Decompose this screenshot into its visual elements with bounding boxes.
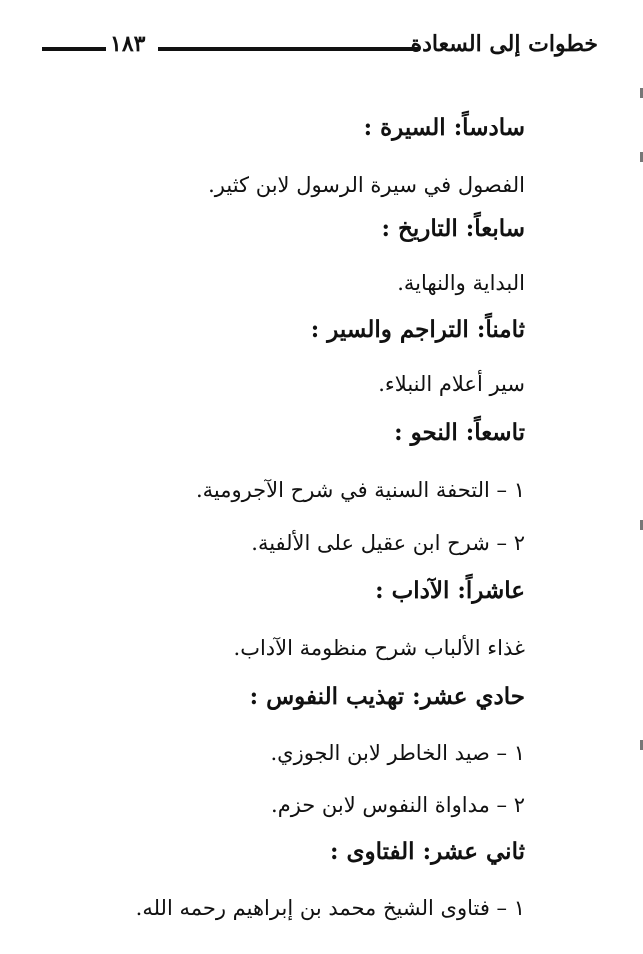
- section-item: الفصول في سيرة الرسول لابن كثير.: [208, 173, 525, 197]
- section-item: ٢ – شرح ابن عقيل على الألفية.: [251, 531, 525, 555]
- section-heading-manners: عاشراً: الآداب :: [375, 577, 525, 604]
- header-rule-left: [42, 47, 106, 51]
- section-heading-grammar: تاسعاً: النحو :: [394, 419, 525, 446]
- section-item: ١ – فتاوى الشيخ محمد بن إبراهيم رحمه الله.: [135, 896, 525, 920]
- section-heading-biographies: ثامناً: التراجم والسير :: [310, 316, 525, 343]
- section-heading-fatwas: ثاني عشر: الفتاوى :: [329, 838, 525, 865]
- running-header: [42, 30, 598, 64]
- section-item: البداية والنهاية.: [397, 271, 525, 295]
- book-title: خطوات إلى السعادة: [410, 31, 598, 57]
- section-item: سير أعلام النبلاء.: [378, 372, 525, 396]
- section-heading-biography: سادساً: السيرة :: [363, 114, 525, 141]
- section-item: ١ – التحفة السنية في شرح الآجرومية.: [195, 478, 525, 502]
- section-item: ١ – صيد الخاطر لابن الجوزي.: [270, 741, 525, 765]
- section-heading-self-refinement: حادي عشر: تهذيب النفوس :: [249, 683, 525, 710]
- page-number: ١٨٣: [110, 31, 146, 57]
- section-item: غذاء الألباب شرح منظومة الآداب.: [233, 636, 525, 660]
- section-item: ٢ – مداواة النفوس لابن حزم.: [271, 793, 525, 817]
- section-heading-history: سابعاً: التاريخ :: [381, 215, 525, 242]
- header-rule-middle: [158, 47, 420, 51]
